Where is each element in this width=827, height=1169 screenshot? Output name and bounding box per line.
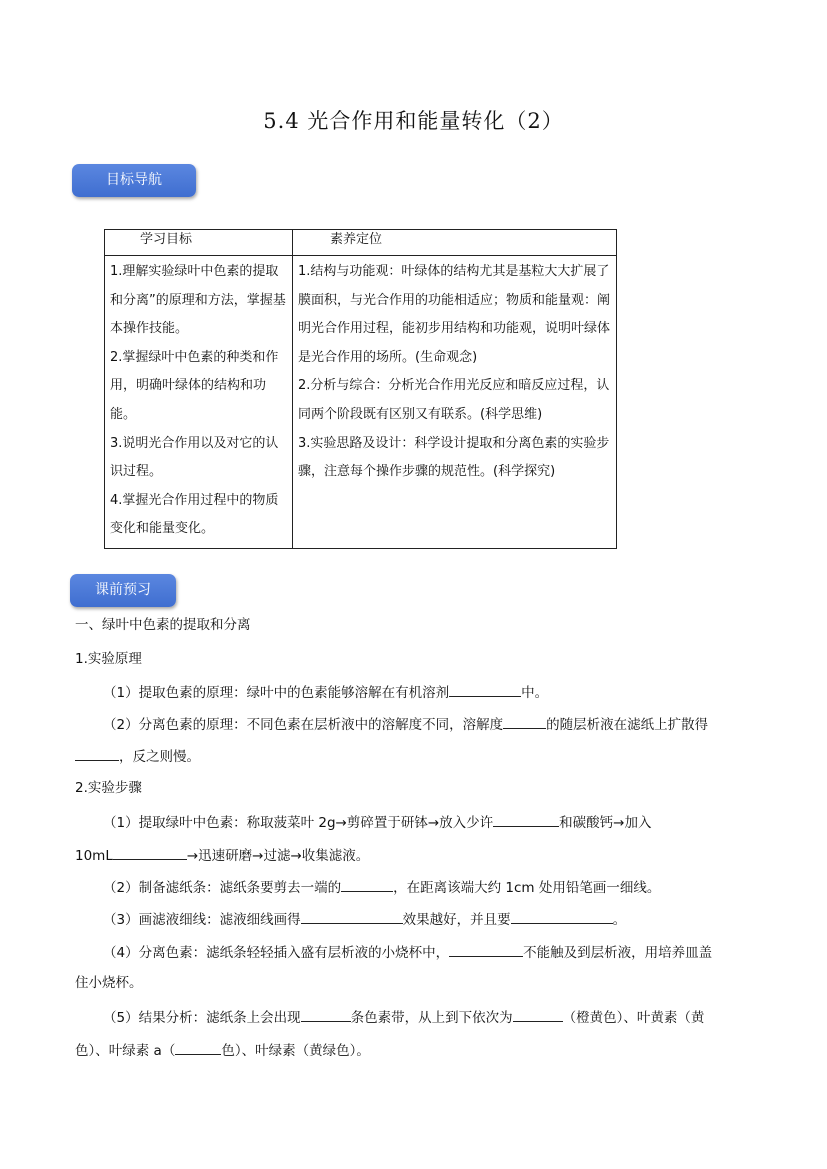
literacy-item: 2.分析与综合：分析光合作用光反应和暗反应过程，认同两个阶段既有区别又有联系。(科学思维) — [298, 378, 610, 422]
fill-blank — [301, 908, 403, 924]
step-line: （3）画滤液细线：滤液细线画得 效果越好，并且要 。 — [103, 908, 626, 930]
fill-blank — [511, 908, 613, 924]
step-line: 10mL →迅速研磨→过滤→收集滤液。 — [75, 844, 369, 866]
step-line: 色）、叶绿素 a（ 色）、叶绿素（黄绿色）。 — [75, 1039, 370, 1061]
literacy-item: 1.结构与功能观：叶绿体的结构尤其是基粒大大扩展了膜面积，与光合作用的功能相适应；物质和能量观：阐明光合作用过程，能初步用结构和功能观，说明叶绿体是光合作用的场所。(生命观念) — [298, 264, 611, 365]
step-line: 住小烧杯。 — [75, 975, 143, 991]
fill-blank — [503, 713, 546, 729]
step-line: （4）分离色素：滤纸条轻轻插入盛有层析液的小烧杯中， 不能触及到层析液，用培养皿盖 — [103, 941, 712, 963]
objective-item: 2.掌握绿叶中色素的种类和作用，明确叶绿体的结构和功能。 — [110, 349, 279, 422]
table-header: 学习目标 — [105, 230, 293, 256]
objective-item: 3.说明光合作用以及对它的认识过程。 — [110, 435, 279, 480]
literacy-cell — [293, 256, 617, 549]
fill-blank — [341, 876, 393, 892]
fill-blank — [175, 1039, 221, 1055]
table-header: 素养定位 — [293, 230, 617, 256]
step-line: （5）结果分析：滤纸条上会出现 条色素带，从上到下依次为 （橙黄色）、叶黄素（黄 — [103, 1006, 704, 1028]
section-badge-preview: 课前预习 — [70, 574, 176, 607]
goals-table — [104, 229, 617, 549]
fill-blank — [449, 681, 521, 697]
objective-item: 1.理解实验绿叶中色素的提取和分离”的原理和方法，掌握基本操作技能。 — [110, 264, 286, 337]
fill-blank — [301, 1006, 351, 1022]
fill-blank — [493, 811, 559, 827]
principle-line: （1）提取色素的原理：绿叶中的色素能够溶解在有机溶剂 中。 — [103, 681, 548, 703]
principle-line: （2）分离色素的原理：不同色素在层析液中的溶解度不同，溶解度 的随层析液在滤纸上扩散得 — [103, 713, 708, 735]
literacy-item: 3.实验思路及设计：科学设计提取和分离色素的实验步骤，注意每个操作步骤的规范性。(科学探究) — [298, 435, 610, 480]
step-line: （2）制备滤纸条：滤纸条要剪去一端的 ，在距离该端大约 1cm 处用铅笔画一细线。 — [103, 876, 660, 898]
step-line: （1）提取绿叶中色素：称取菠菜叶 2g→剪碎置于研钵→放入少许 和碳酸钙→加入 — [103, 811, 651, 833]
principle-line: ，反之则慢。 — [75, 745, 200, 767]
section-badge-nav: 目标导航 — [72, 164, 196, 197]
page-title: 5.4 光合作用和能量转化（2） — [263, 109, 564, 133]
section-heading: 一、绿叶中色素的提取和分离 — [75, 617, 251, 633]
sub-heading: 2.实验步骤 — [75, 780, 142, 796]
objective-item: 4.掌握光合作用过程中的物质变化和能量变化。 — [110, 492, 279, 537]
fill-blank — [513, 1006, 563, 1022]
objectives-cell — [105, 256, 293, 549]
fill-blank — [75, 745, 119, 761]
fill-blank — [113, 844, 187, 860]
fill-blank — [449, 941, 523, 957]
sub-heading: 1.实验原理 — [75, 651, 142, 667]
